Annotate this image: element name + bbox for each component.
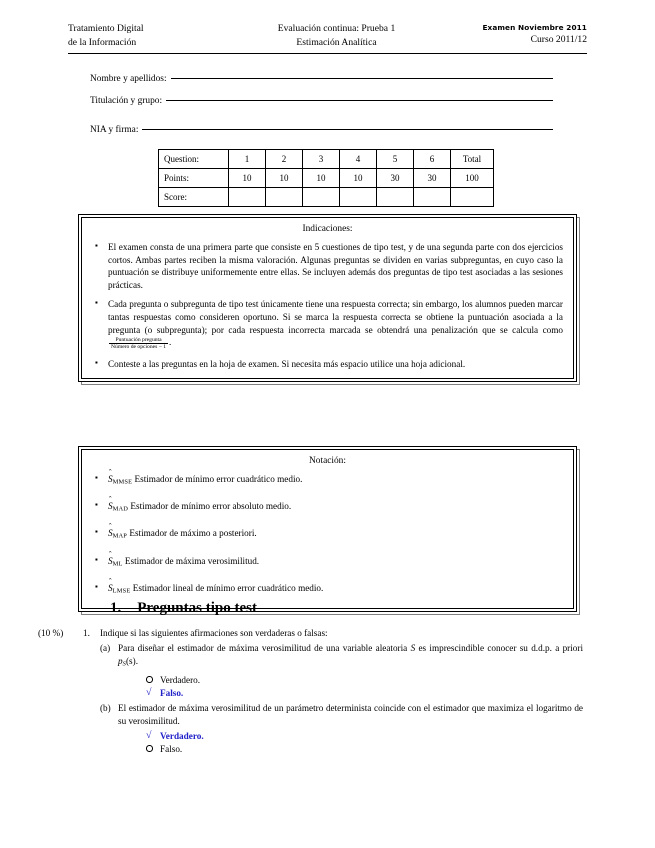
exam-subtitle-line2: Estimación Analítica: [296, 37, 377, 48]
part-b-options: [118, 730, 583, 756]
field-nia-label: NIA y firma:: [90, 125, 139, 135]
score-entry-cell[interactable]: [377, 188, 414, 207]
question-1-weight: (10 %): [38, 628, 64, 638]
penalty-fraction: [109, 337, 168, 351]
estimator-letter: S: [108, 474, 113, 484]
points-row-head: Points:: [159, 169, 229, 188]
exam-subtitle: [236, 22, 437, 50]
penalty-fraction-denominator: Número de opciones − 1: [111, 344, 167, 351]
points-cell: 30: [377, 169, 414, 188]
course-name-line1: Tratamiento Digital: [68, 23, 144, 34]
indicaciones-box: [78, 214, 577, 382]
score-cell: 3: [303, 150, 340, 169]
course-year: Curso 2011/12: [530, 34, 587, 45]
estimator-subscript: LMSE: [112, 587, 131, 595]
score-entry-cell[interactable]: [229, 188, 266, 207]
question-1-stem-row: [38, 627, 583, 639]
part-a-label: (a): [100, 643, 111, 654]
estimator-symbol-mad: [108, 500, 113, 513]
estimator-subscript: MAD: [112, 505, 129, 513]
estimator-symbol-map: [108, 527, 113, 540]
estimator-letter: S: [108, 555, 113, 566]
estimator-letter: S: [108, 528, 113, 539]
score-entry-cell[interactable]: [340, 188, 377, 207]
score-cell: 1: [229, 150, 266, 169]
section-heading: [110, 600, 257, 617]
part-a-pdf-subscript: S: [122, 660, 126, 668]
list-item: [92, 527, 563, 543]
penalty-fraction-numerator: Puntuación pregunta: [109, 337, 168, 345]
hat-accent-icon: [108, 521, 113, 534]
points-cell: 10: [266, 169, 303, 188]
hat-accent-icon: [108, 576, 113, 589]
radio-unchecked-icon[interactable]: [146, 674, 160, 686]
score-entry-cell[interactable]: [414, 188, 451, 207]
hat-accent-icon: [108, 549, 113, 562]
question-1: [38, 627, 583, 756]
score-table: [158, 149, 494, 207]
notacion-item-text: Estimador lineal de mínimo error cuadrático medio.: [132, 582, 324, 593]
notacion-list: [92, 473, 563, 598]
notacion-item-text: Estimador de máximo a posteriori.: [129, 528, 257, 539]
table-row: [159, 169, 494, 188]
points-cell: 30: [414, 169, 451, 188]
part-a-pdf-symbol: p: [118, 655, 123, 666]
option-label: Verdadero.: [160, 730, 204, 741]
checkmark-icon[interactable]: √: [146, 686, 152, 698]
hat-accent-icon: [108, 467, 113, 480]
section-title: Preguntas tipo test: [137, 600, 257, 616]
score-cell: 4: [340, 150, 377, 169]
points-cell: 10: [303, 169, 340, 188]
estimator-letter: S: [108, 501, 113, 512]
score-entry-cell-total[interactable]: [451, 188, 494, 207]
exam-meta: [437, 22, 587, 47]
option-falso-b[interactable]: [146, 743, 583, 756]
checkmark-icon[interactable]: √: [146, 729, 152, 741]
estimator-subscript: MMSE: [112, 478, 133, 486]
score-entry-row-head: Score:: [159, 188, 229, 207]
field-nombre-rule[interactable]: [171, 78, 553, 79]
part-a-text-3: (s).: [126, 655, 138, 666]
radio-unchecked-icon[interactable]: [146, 743, 160, 755]
field-titulacion-label: Titulación y grupo:: [90, 96, 163, 106]
list-item: [92, 473, 563, 489]
indicaciones-bullet-3-text: Conteste a las preguntas en la hoja de examen. Si necesita más espacio utilice una hoja adicional.: [108, 358, 466, 369]
field-nombre[interactable]: [90, 74, 553, 84]
notacion-item-text: Estimador de máxima verosimilitud.: [124, 555, 260, 566]
points-cell: 10: [340, 169, 377, 188]
score-table-container: [158, 149, 494, 207]
indicaciones-bullet-1-text: El examen consta de una primera parte que consiste en 5 cuestiones de tipo test, y de una segunda parte con dos ejercicios cortos. Ambas partes reciben la misma valoración. Algunas preguntas se dividen en varias subpreguntas, en cuyo caso la puntuación se distribuye uniformemente entre ellas. Se incluyen además dos preguntas de tipo test asociadas a las sesiones prácticas.: [108, 242, 563, 290]
estimator-symbol-mmse: [108, 473, 113, 486]
field-nia-rule[interactable]: [142, 129, 553, 130]
option-falso-a[interactable]: [146, 686, 583, 699]
list-item: [92, 555, 563, 571]
part-a-text-1: Para diseñar el estimador de máxima verosimilitud de una variable aleatoria: [118, 643, 411, 654]
list-item: [92, 582, 563, 598]
notacion-item-text: Estimador de mínimo error absoluto medio.: [130, 501, 292, 512]
student-fields: [90, 74, 553, 135]
list-item: [92, 500, 563, 516]
header-divider: [68, 53, 587, 54]
page-header: [68, 22, 587, 54]
option-label: Falso.: [160, 743, 183, 754]
score-cell: 5: [377, 150, 414, 169]
option-verdadero-a[interactable]: [146, 673, 583, 686]
question-1-stem: Indique si las siguientes afirmaciones son verdaderas o falsas:: [100, 628, 328, 638]
list-item: [92, 358, 563, 371]
field-titulacion-rule[interactable]: [166, 100, 553, 101]
exam-date-label: Examen Noviembre 2011: [482, 23, 587, 32]
part-a-options: [118, 673, 583, 699]
indicaciones-bullet-2-text: Cada pregunta o subpregunta de tipo test únicamente tiene una respuesta correcta; sin embargo, los alumnos pueden marcar tantas respuestas como consideren oportuno. Si se marca la respuesta correcta se obtiene la puntuación asociada a la pregunta (o subpregunta); por cada respuesta incorrecta marcada se obtendrá una penalización que se calcula como: [108, 299, 563, 335]
indicaciones-list: [92, 241, 563, 370]
field-titulacion[interactable]: [90, 96, 553, 106]
estimator-subscript: ML: [112, 560, 123, 568]
course-name-line2: de la Información: [68, 37, 137, 48]
hat-accent-icon: [108, 494, 113, 507]
estimator-subscript: MAP: [112, 532, 128, 540]
points-cell-total: 100: [451, 169, 494, 188]
option-label: Verdadero.: [160, 674, 201, 685]
question-1-part-b: [38, 702, 583, 755]
question-1-part-a: [38, 642, 583, 699]
score-cell: 6: [414, 150, 451, 169]
score-row-head: Question:: [159, 150, 229, 169]
estimator-symbol-ml: [108, 555, 113, 568]
notacion-box: [78, 446, 577, 612]
notacion-title: Notación:: [309, 456, 346, 466]
table-row: [159, 150, 494, 169]
estimator-letter: S: [108, 582, 113, 593]
part-b-text: El estimador de máxima verosimilitud de un parámetro determinista coincide con el estimador que maximiza el logaritmo de su verosimilitud.: [118, 703, 583, 726]
estimator-symbol-lmse: [108, 582, 113, 595]
section-number: 1.: [110, 600, 122, 616]
penalty-fraction-period: .: [169, 337, 172, 348]
list-item: [92, 241, 563, 291]
option-verdadero-b[interactable]: [146, 730, 583, 743]
part-a-text-2: es imprescindible conocer su d.d.p. a priori: [415, 643, 583, 654]
score-entry-cell[interactable]: [303, 188, 340, 207]
score-cell-total: Total: [451, 150, 494, 169]
list-item: [92, 298, 563, 350]
course-name: [68, 22, 236, 50]
field-nia[interactable]: [90, 125, 553, 135]
table-row: [159, 188, 494, 207]
part-b-label: (b): [100, 703, 111, 714]
notacion-item-text: Estimador de mínimo error cuadrático medio.: [134, 474, 303, 484]
score-entry-cell[interactable]: [266, 188, 303, 207]
option-label: Falso.: [160, 687, 184, 698]
points-cell: 10: [229, 169, 266, 188]
part-a-variable-s: S: [410, 643, 416, 654]
score-cell: 2: [266, 150, 303, 169]
exam-subtitle-line1: Evaluación continua: Prueba 1: [277, 23, 396, 34]
question-1-number: 1.: [83, 628, 90, 638]
field-nombre-label: Nombre y apellidos:: [90, 74, 167, 84]
indicaciones-title: Indicaciones:: [302, 224, 353, 234]
